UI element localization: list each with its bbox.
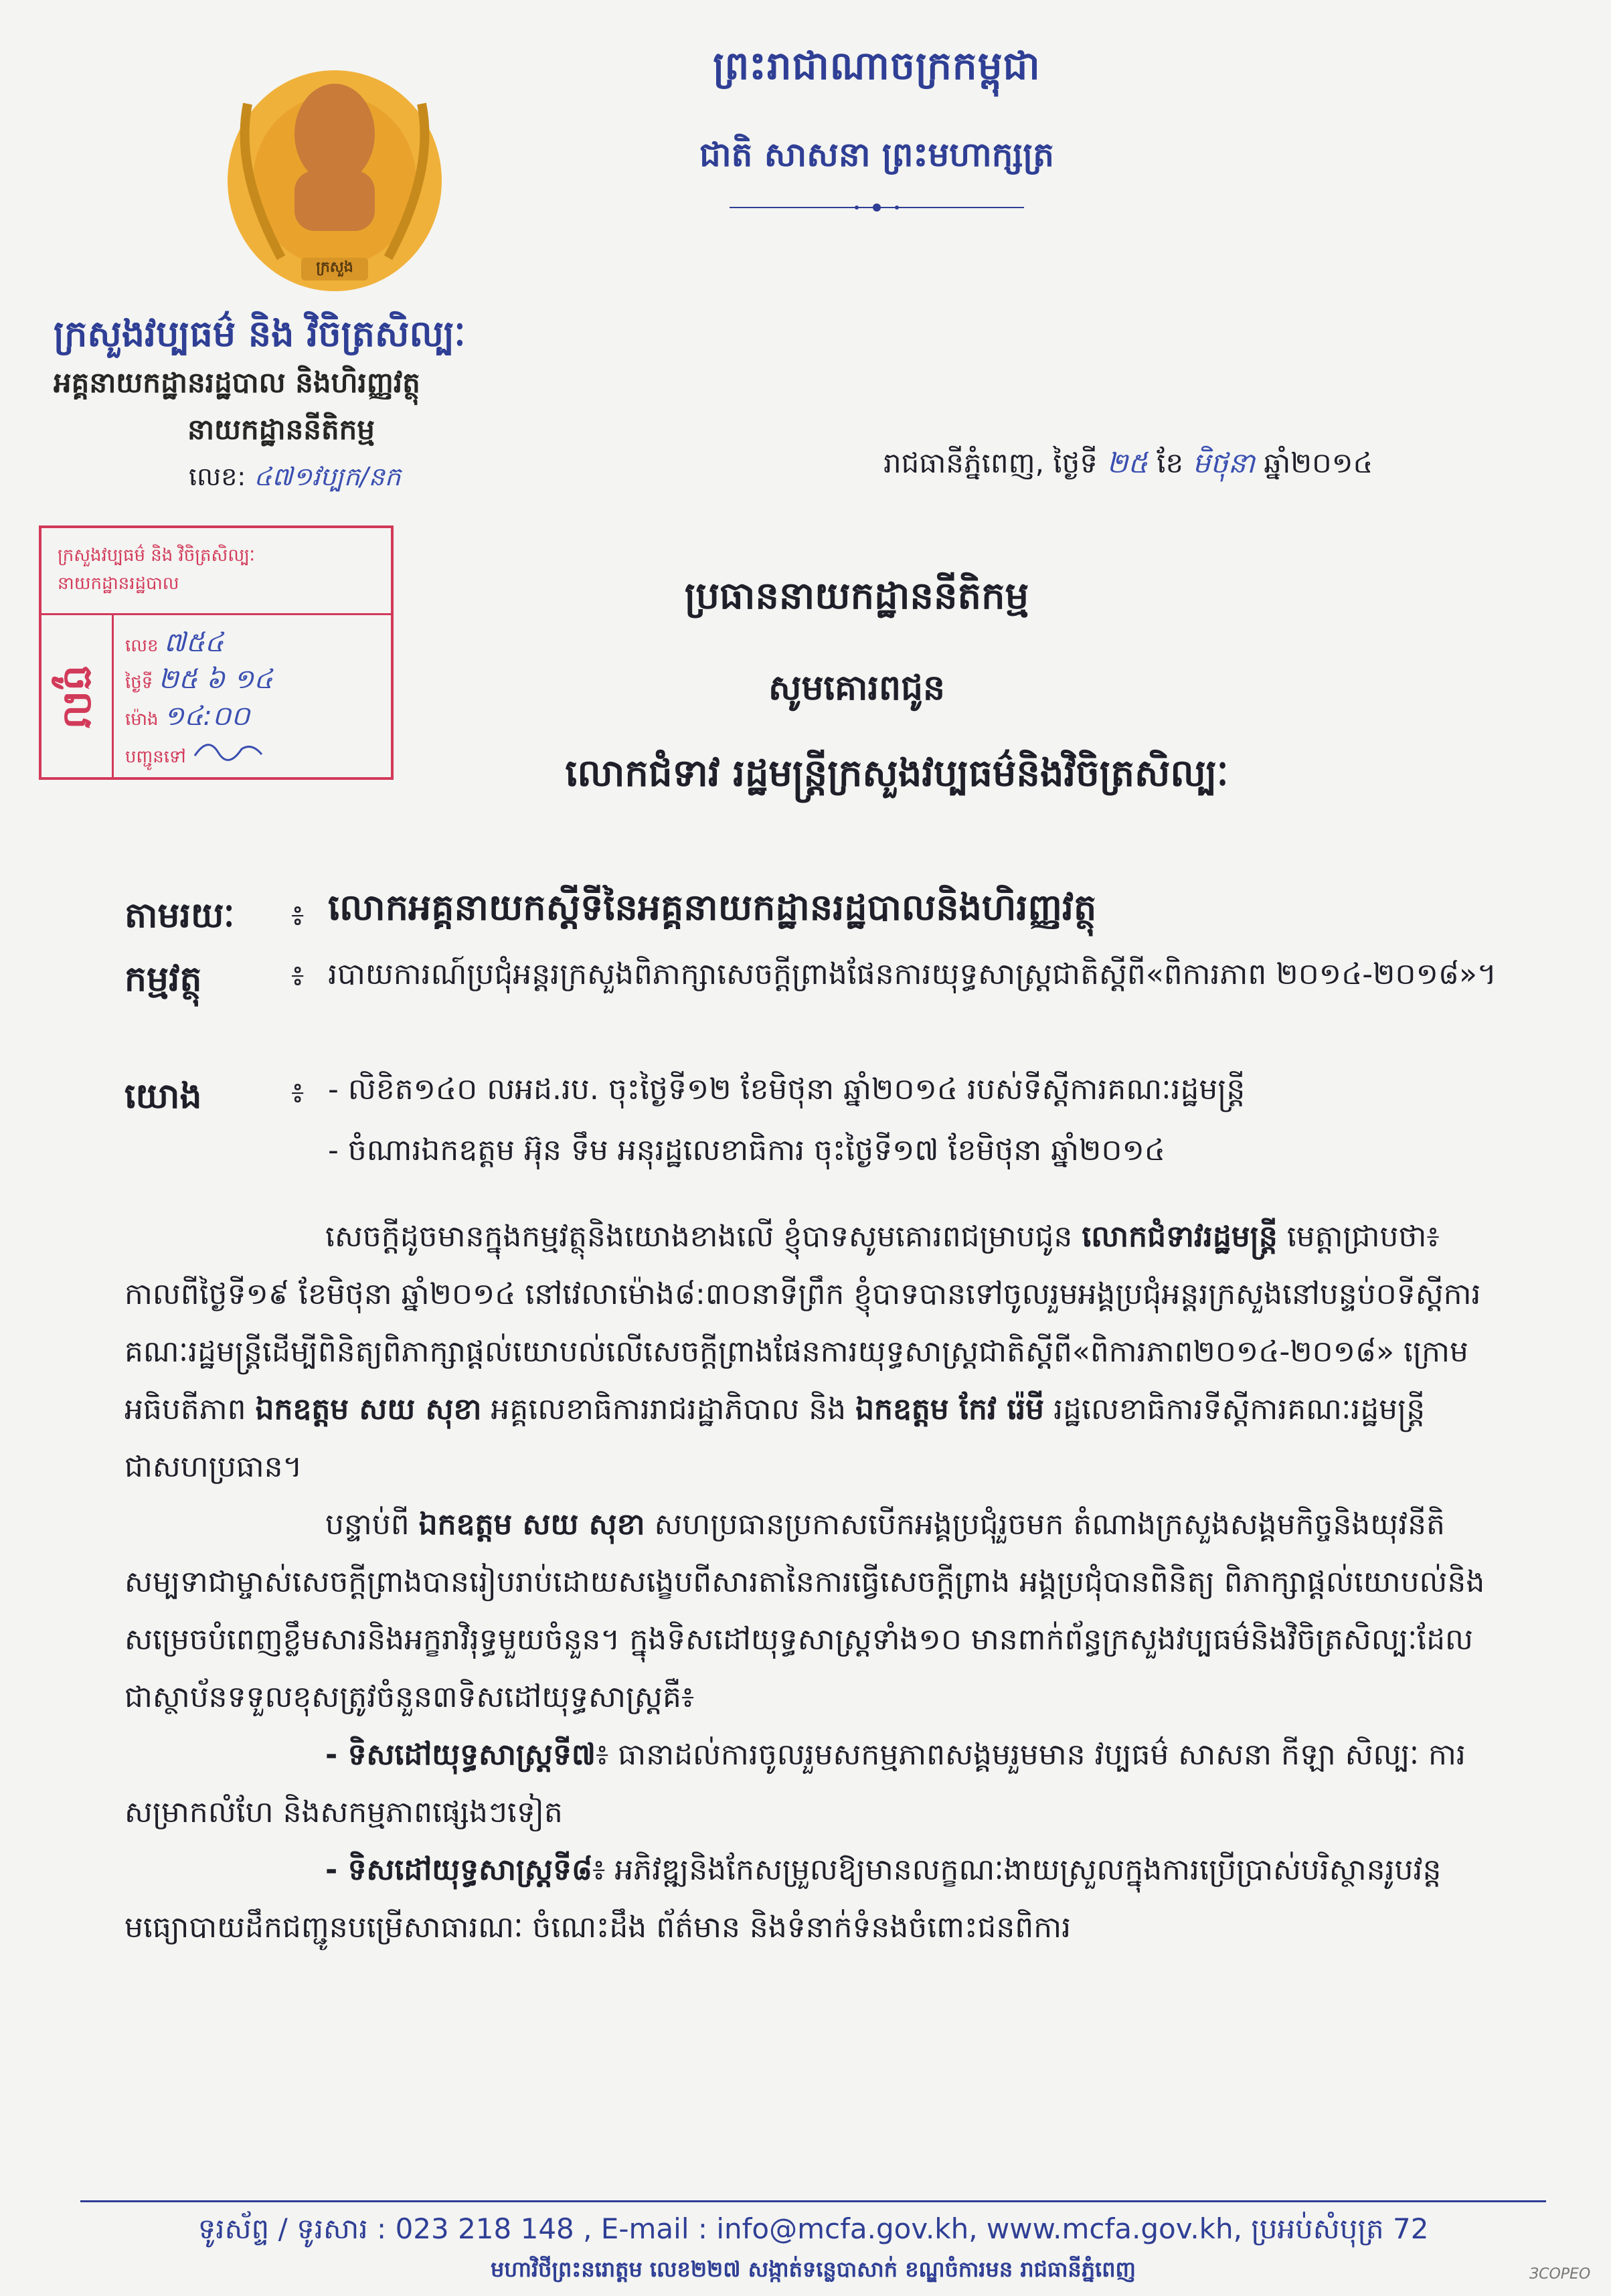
via-value: លោកអគ្គនាយកស្តីទីនៃអគ្គនាយកដ្ឋានរដ្ឋបាលនិងហិរញ្ញវត្ថុ [328, 886, 1097, 928]
reference-item-2: - ចំណារឯកឧត្តម អ៊ុន ទឹម អនុរដ្ឋលេខាធិការ ចុះថ្ងៃទី១៧ ខែមិថុនា ឆ្នាំ២០១៤ [328, 1133, 1165, 1167]
via-label: តាមរយៈ [124, 896, 235, 936]
stamp-sent-row [125, 736, 265, 771]
stamp-date-label: ថ្ងៃទី [125, 673, 153, 693]
date-year: ឆ្នាំ២០១៤ [1264, 446, 1373, 479]
date-prefix: រាជធានីភ្នំពេញ, ថ្ងៃទី [883, 446, 1098, 479]
stamp-number-label: លេខ [125, 636, 159, 656]
p1-text-e: អគ្គលេខាធិការរាជរដ្ឋាភិបាល និង [481, 1392, 856, 1426]
subject-colon: ៖ [291, 959, 305, 993]
p1-bold-chair-2: ឯកឧត្តម កែវ រ៉េមី [855, 1392, 1045, 1426]
stamp-line2: នាយកដ្ឋានរដ្ឋបាល [58, 574, 179, 594]
reference-item-1: - លិខិត១៤០ លអដ.រប. ចុះថ្ងៃទី១២ ខែមិថុនា ឆ្នាំ២០១៤ របស់ទីស្តីការគណៈរដ្ឋមន្ត្រី [328, 1072, 1246, 1106]
reference-number [189, 461, 401, 498]
stamp-date-row [125, 662, 272, 702]
stamp-number-value: ៧៥៤ [163, 627, 224, 658]
stamp-side-label: ចូល [41, 615, 114, 780]
p1-text-g: រដ្ឋលេខាធិការទីស្តីការគណៈរដ្ឋមន្ត្រីជាសហប្រធាន។ [124, 1392, 1426, 1484]
footer-address: មហាវិថីព្រះនរោត្តម លេខ២២៧ សង្កាត់ទន្លេបាសាក់ ខណ្ឌចំការមន រាជធានីភ្នំពេញ [491, 2257, 1136, 2282]
bullet-8-title: - ទិសដៅយុទ្ធសាស្ត្រទី៨ [325, 1853, 593, 1887]
ref-value: ៤៧១វប្បក/នក [254, 462, 401, 491]
p2-bold-chair: ឯកឧត្តម សយ សុខា [418, 1507, 645, 1542]
reference-label: យោង [124, 1076, 202, 1117]
reference-colon: ៖ [291, 1076, 305, 1110]
ornament-divider [730, 197, 1024, 218]
stamp-line1: ក្រសួងវប្បធម៌ និង វិចិត្រសិល្បៈ [58, 546, 255, 566]
seal-label: ក្រសួង [316, 259, 353, 276]
stamp-number-row [125, 625, 224, 665]
bullet-strategy-8 [124, 1841, 1497, 1957]
stamp-signature [191, 738, 265, 769]
ref-label: លេខ: [189, 462, 246, 491]
ministry-seal [221, 57, 448, 298]
p1-bold-chair-1: ឯកឧត្តម សយ សុខា [255, 1392, 482, 1426]
national-motto: ជាតិ សាសនា ព្រះមហាក្សត្រ [699, 135, 1054, 174]
date-month-label: ខែ [1157, 446, 1184, 479]
subject-value: របាយការណ៍ប្រជុំអន្តរក្រសួងពិភាក្សាសេចក្តីព្រាងផែនការយុទ្ធសាស្ត្រជាតិស្តីពី«ពិការភាព ២០១៤-២០១៨»។ [328, 957, 1497, 991]
corner-note: ЗСОРЕО [1529, 2266, 1591, 2283]
kingdom-title: ព្រះរាជាណាចក្រកម្ពុជា [713, 43, 1041, 88]
stamp-header [41, 528, 391, 615]
bullet-8-text: ៖ អភិវឌ្ឍនិងកែសម្រួលឱ្យមានលក្ខណៈងាយស្រួលក្នុងការប្រើប្រាស់បរិស្ថានរូបវន្ត មធ្យោបាយដឹកជញ្ជូនបម្រើសាធារណៈ ចំណេះដឹង ព័ត៌មាន និងទំនាក់ទំនងចំពោះជនពិការ [124, 1853, 1442, 1945]
date-day: ២៥ [1106, 446, 1148, 479]
p1-text-c: មេត្តាជ្រាបថា៖ កាលពីថ្ងៃទី១៩ ខែមិថុនា ឆ្នាំ២០១៤ នៅវេលាម៉ោង៨:៣០នាទីព្រឹក ខ្ញុំបាទបានទៅចូលរួមអង្គប្រជុំអន្តរក្រសួងនៅបន្ទប់០ទីស្តីការគណៈរដ្ឋមន្ត្រីដើម្បីពិនិត្យពិភាក្សាផ្តល់យោបល់លើសេចក្តីព្រាងផែនការយុទ្ធសាស្ត្រជាតិស្តីពី«ពិការភាព២០១៤-២០១៨» ក្រោមអធិបតីភាព [124, 1220, 1481, 1426]
stamp-date-value: ២៥ ៦ ១៤ [158, 664, 273, 695]
p2-text-c: សហប្រធានប្រកាសបើកអង្គប្រជុំរួចមក តំណាងក្រសួងសង្គមកិច្ចនិងយុវនីតិសម្បទាជាម្ចាស់សេចក្តីព្រាងបានរៀបរាប់ដោយសង្ខេបពីសារតានៃការធ្វើសេចក្តីព្រាង អង្គប្រជុំបានពិនិត្យ ពិភាក្សាផ្តល់យោបល់និងសម្រេចបំពេញខ្លឹមសារនិងអក្ខរាវិរុទ្ធមួយចំនួន។ ក្នុងទិសដៅយុទ្ធសាស្ត្រទាំង១០ មានពាក់ព័ន្ធក្រសួងវប្បធម៌និងវិចិត្រសិល្បៈដែលជាស្ថាប័នទទួលខុសត្រូវចំនួន៣ទិសដៅយុទ្ធសាស្ត្រគឺ៖ [124, 1507, 1485, 1714]
paragraph-2 [124, 1496, 1497, 1726]
via-colon: ៖ [291, 898, 305, 932]
paragraph-1 [124, 1208, 1497, 1496]
stamp-time-row [125, 699, 250, 738]
ministry-name: ក្រសួងវប្បធម៌ និង វិចិត្រសិល្បៈ [54, 313, 466, 355]
stamp-time-value: ១៤:០០ [163, 701, 250, 732]
bullet-7-title: - ទិសដៅយុទ្ធសាស្ត្រទី៧ [325, 1738, 596, 1772]
greeting: សូមគោរពជូន [768, 668, 946, 708]
department-name: អគ្គនាយកដ្ឋានរដ្ឋបាល និងហិរញ្ញវត្ថុ [54, 366, 420, 399]
bullet-strategy-7 [124, 1726, 1497, 1841]
recipient-title: ប្រធាននាយកដ្ឋាននីតិកម្ម [684, 574, 1029, 618]
footer-contact: ទូរស័ព្ទ / ទូរសារ : 023 218 148 , E-mail : info@mcfa.gov.kh, www.mcfa.gov.kh, ប្រអប់សំបុត្រ 72 [197, 2212, 1429, 2245]
p2-text-a: បន្ទាប់ពី [325, 1507, 419, 1542]
stamp-sent-label: បញ្ជូនទៅ [125, 747, 186, 767]
document-date [883, 445, 1373, 487]
p1-bold-minister: លោកជំទាវរដ្ឋមន្ត្រី [1082, 1220, 1278, 1254]
date-month: មិថុនា [1192, 446, 1255, 479]
office-name: នាយកដ្ឋាននីតិកម្ម [187, 413, 375, 446]
body-text [124, 1208, 1497, 1957]
stamp-time-label: ម៉ោង [125, 710, 159, 730]
received-stamp [39, 525, 394, 780]
footer-divider [80, 2200, 1546, 2202]
subject-label: កម្មវត្ថុ [124, 959, 202, 999]
addressee: លោកជំទាវ រដ្ឋមន្ត្រីក្រសួងវប្បធម៌និងវិចិត្រសិល្បៈ [565, 752, 1229, 795]
p1-text-a: សេចក្តីដូចមានក្នុងកម្មវត្ថុនិងយោងខាងលើ ខ្ញុំបាទសូមគោរពជម្រាបជូន [325, 1220, 1082, 1254]
bullet-7-text: ៖ ធានាដល់ការចូលរួមសកម្មភាពសង្គមរួមមាន វប្បធម៌ សាសនា កីឡា សិល្បៈ ការសម្រាកលំហែ និងសកម្មភាពផ្សេងៗទៀត [124, 1738, 1466, 1829]
